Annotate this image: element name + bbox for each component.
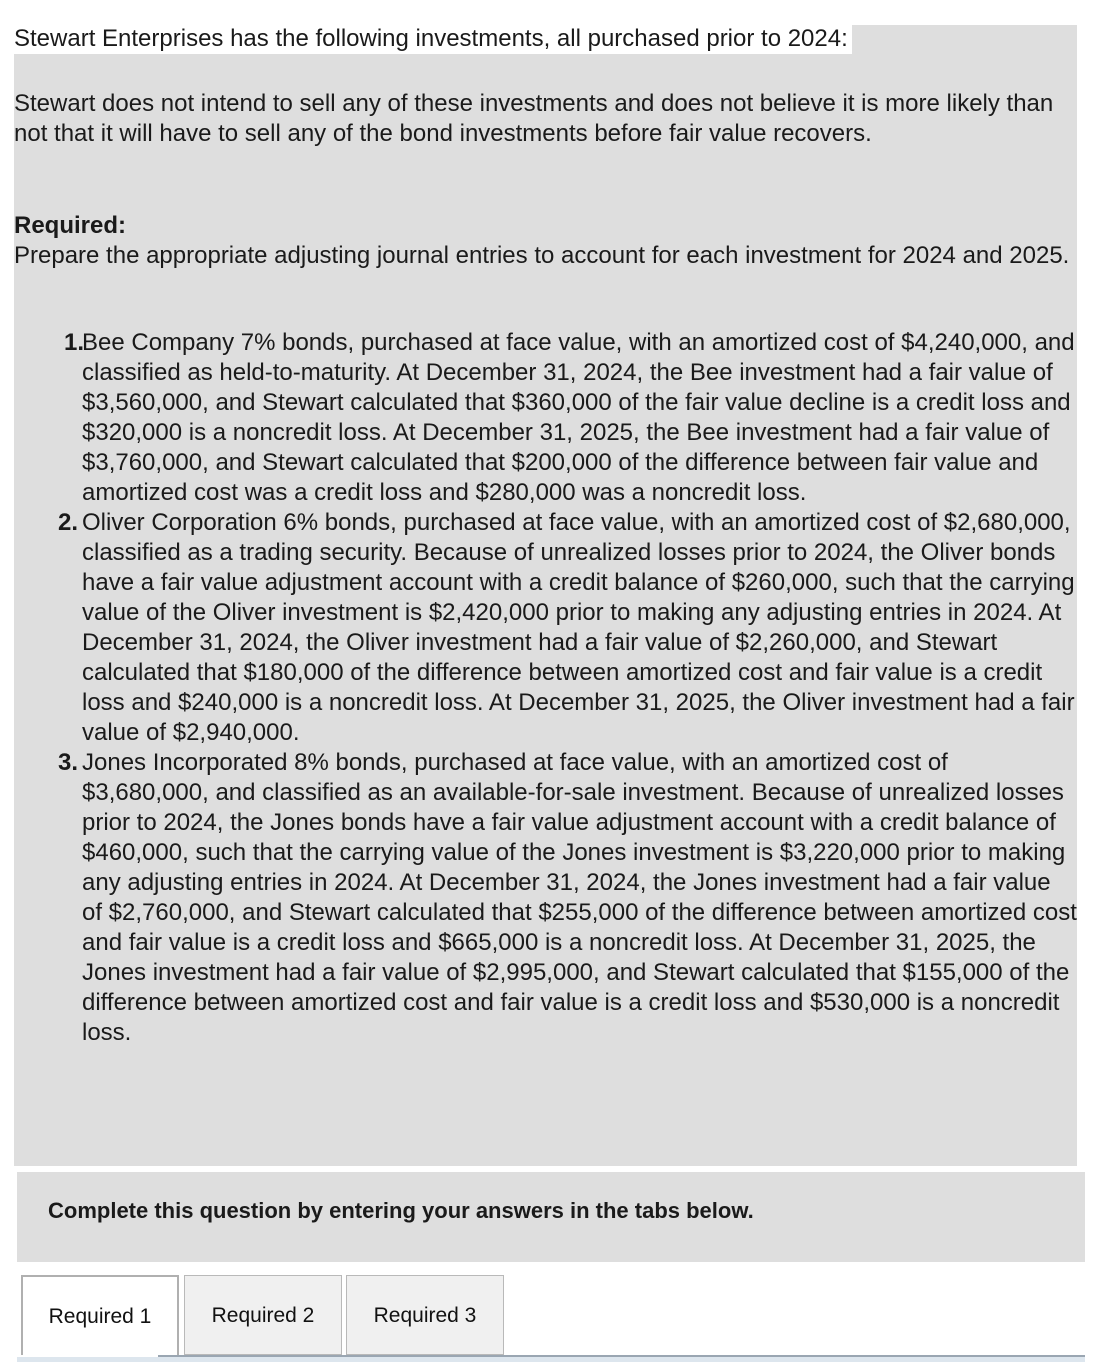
list-item	[14, 328, 1077, 508]
required-text: Prepare the appropriate adjusting journal entries to account for each investment for 2024 and 2025.	[14, 242, 1070, 269]
list-item-text: Bee Company 7% bonds, purchased at face value, with an amortized cost of $4,240,000, and classified as held-to-maturity. At December 31, 2024, the Bee investment had a fair value of $3,560,000, and Stewart calculated that $360,000 of the fair value decline is a credit loss and $320,000 is a noncredit loss. At December 31, 2025, the Bee investment had a fair value of $3,760,000, and Stewart calculated that $200,000 of the difference between fair value and amortized cost was a credit loss and $280,000 was a noncredit loss.	[82, 329, 1075, 506]
tab-required-3[interactable]: Required 3	[346, 1275, 504, 1355]
tab-content-top	[17, 1357, 1085, 1362]
question-intro: Stewart Enterprises has the following investments, all purchased prior to 2024:	[14, 24, 852, 54]
instruction-banner	[17, 1172, 1085, 1262]
list-item-text: Jones Incorporated 8% bonds, purchased at face value, with an amortized cost of $3,680,000, and classified as an available-for-sale investment. Because of unrealized losses prior to 2024, the Jones bonds have a fair value adjustment account with a credit balance of $460,000, such that the carrying value of the Jones investment is $3,220,000 prior to making any adjusting entries in 2024. At December 31, 2024, the Jones investment had a fair value of $2,760,000, and Stewart calculated that $255,000 of the difference between amortized cost and fair value is a credit loss and $665,000 is a noncredit loss. At December 31, 2025, the Jones investment had a fair value of $2,995,000, and Stewart calculated that $155,000 of the difference between amortized cost and fair value is a credit loss and $530,000 is a noncredit loss.	[82, 749, 1077, 1046]
tab-required-2[interactable]: Required 2	[184, 1275, 342, 1355]
list-item-number: 1.	[63, 329, 84, 356]
list-item	[14, 748, 1077, 1048]
list-item	[14, 508, 1077, 748]
list-item-number: 2.	[57, 509, 78, 536]
tab-required-1[interactable]: Required 1	[21, 1275, 179, 1355]
required-tabs	[21, 1275, 1085, 1357]
investment-list	[14, 328, 1077, 1048]
intro-paragraph: Stewart does not intend to sell any of these investments and does not believe it is more likely than not that it will have to sell any of the bond investments before fair value recovers.	[14, 90, 1054, 147]
required-heading: Required:	[14, 212, 127, 239]
problem-statement	[14, 25, 1077, 1166]
instruction-text: Complete this question by entering your answers in the tabs below.	[48, 1198, 754, 1223]
list-item-number: 3.	[57, 749, 78, 776]
list-item-text: Oliver Corporation 6% bonds, purchased at face value, with an amortized cost of $2,680,000, classified as a trading security. Because of unrealized losses prior to 2024, the Oliver bonds have a fair value adjustment account with a credit balance of $260,000, such that the carrying value of the Oliver investment is $2,420,000 prior to making any adjusting entries in 2024. At December 31, 2024, the Oliver investment had a fair value of $2,260,000, and Stewart calculated that $180,000 of the difference between amortized cost and fair value is a credit loss and $240,000 is a noncredit loss. At December 31, 2025, the Oliver investment had a fair value of $2,940,000.	[82, 509, 1075, 746]
